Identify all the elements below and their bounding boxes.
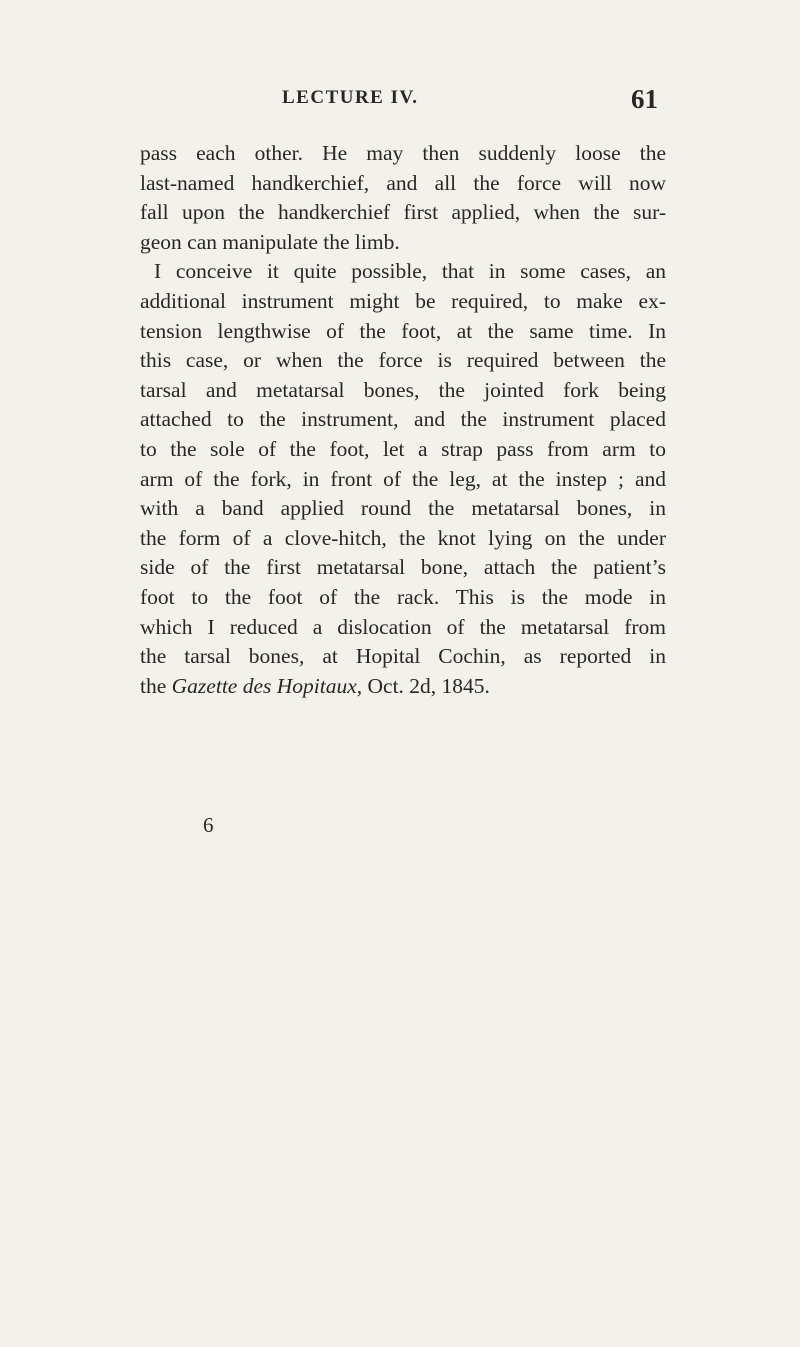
text-line: foot to the foot of the rack. This is the mode in (140, 584, 666, 609)
text-line: attached to the instrument, and the instrument placed (140, 407, 666, 432)
running-head (140, 84, 658, 124)
text-line: additional instrument might be required, to make ex- (140, 288, 666, 313)
page-number: 61 (631, 84, 658, 114)
final-line-suffix: , Oct. 2d, 1845. (356, 673, 490, 698)
signature-mark: 6 (203, 813, 214, 837)
body-text (140, 139, 666, 701)
text-line: fall upon the handkerchief first applied, when the sur- (140, 200, 666, 225)
text-line: tension lengthwise of the foot, at the same time. In (140, 318, 666, 343)
text-line: this case, or when the force is required between the (140, 348, 666, 373)
text-line: last-named handkerchief, and all the force will now (140, 170, 666, 195)
text-line: the form of a clove-hitch, the knot lying on the under (140, 525, 666, 550)
text-line: pass each other. He may then suddenly loose the (140, 141, 666, 165)
text-line: tarsal and metatarsal bones, the jointed fork being (140, 377, 666, 402)
text-line: arm of the fork, in front of the leg, at the instep ; and (140, 466, 666, 491)
final-line-prefix: the (140, 673, 172, 698)
text-line: to the sole of the foot, let a strap pass from arm to (140, 436, 666, 461)
text-line: with a band applied round the metatarsal bones, in (140, 496, 666, 521)
running-title: LECTURE IV. (282, 87, 419, 108)
text-line: geon can manipulate the limb. (140, 229, 400, 254)
text-line: which I reduced a dislocation of the metatarsal from (140, 614, 666, 639)
text-line-final (140, 672, 666, 702)
text-line: side of the first metatarsal bone, attach the patient’s (140, 555, 666, 580)
text-line: the tarsal bones, at Hopital Cochin, as reported in (140, 644, 666, 669)
text-line: I conceive it quite possible, that in some cases, an (154, 259, 666, 284)
journal-title: Gazette des Hopitaux (171, 673, 357, 698)
